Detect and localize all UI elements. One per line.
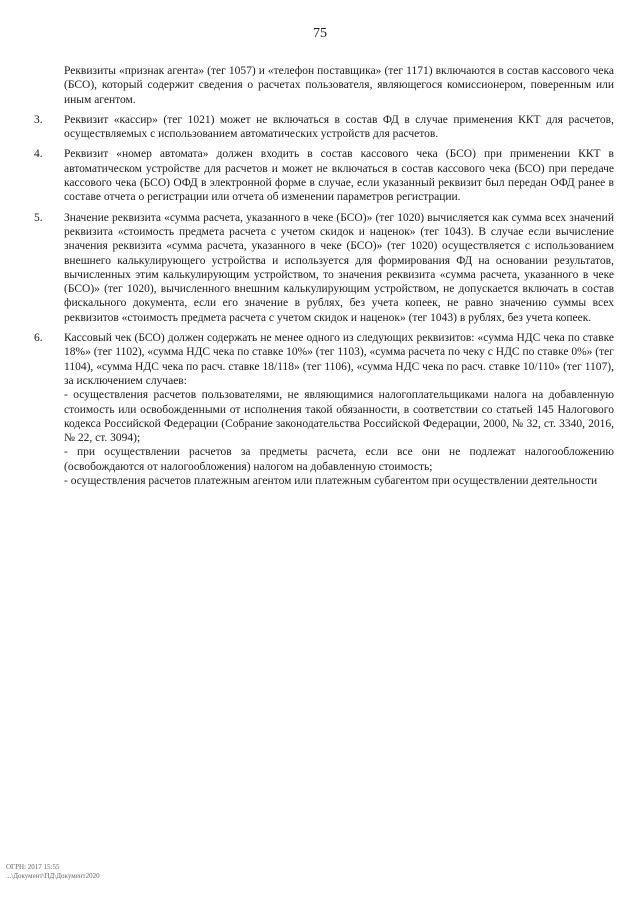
item-number: 6.	[34, 332, 43, 345]
exception-item: - при осуществлении расчетов за предметы расчета, если все они не подлежат налогообложению (освобождаются от налогообложения) налогом на добавленную стоимость;	[64, 446, 614, 473]
paragraph-item	[34, 113, 614, 142]
item-text: Реквизит «номер автомата» должен входить в состав кассового чека (БСО) при применении ККТ в автоматическом устройстве для расчетов и может не включаться в состав кассового чека (БСО) при передаче кассового чека (БСО) ОФД в электронной форме в случае, если указанный реквизит был передан ОФД ранее в составе отчета о регистрации или отчета об изменении параметров регистрации.	[64, 148, 614, 204]
exception-item: - осуществления расчетов платежным агентом или платежным субагентом при осуществлении деятельности	[64, 475, 598, 488]
item-text: Реквизит «кассир» (тег 1021) может не включаться в состав ФД в случае применения ККТ для расчетов, осуществляемых с использованием автоматических устройств для расчетов.	[64, 113, 614, 141]
paragraph-item	[34, 211, 614, 325]
item-number: 4.	[34, 148, 43, 161]
paragraph-item	[34, 331, 614, 488]
paragraph-item	[34, 64, 614, 107]
document-body	[34, 64, 614, 494]
item-text: Реквизиты «признак агента» (тег 1057) и «телефон поставщика» (тег 1171) включаются в состав кассового чека (БСО), который содержит сведения о расчетах пользователя, являющегося комиссионером, поверенным или иным агентом.	[64, 65, 614, 106]
item-text: Значение реквизита «сумма расчета, указанного в чеке (БСО)» (тег 1020) вычисляется как сумма всех значений реквизита «стоимость предмета расчета с учетом скидок и наценок» (тег 1043). В случае если вычисление значения реквизита «сумма расчета, указанного в чеке (БСО)» (тег 1020) осуществляется с использованием внешнего калькулирующего устройства и используется для формирования ФД на основании результатов, вычисленных этим калькулирующим устройством, то значения реквизита «сумма расчета, указанного в чеке (БСО)» (тег 1020), вычисленного внешним калькулирующим устройством, не допускается включать в состав фискального документа, если его значение в рублях, без учета копеек, не равно значению суммы всех реквизитов «стоимость предмета расчета с учетом скидок и наценок» (тег 1043) в рублях, без учета копеек.	[64, 211, 614, 324]
item-number	[34, 64, 64, 107]
page-number: 75	[313, 26, 327, 41]
paragraph-item	[34, 147, 614, 204]
margin-note: ОГРН: 2017 15:55 ...\Документ\ПД\Документ2020	[6, 863, 100, 880]
exception-item: - осуществления расчетов пользователями, не являющимися налогоплательщиками налога на добавленную стоимость или освобожденными от исполнения такой обязанности, в соответствии со статьей 145 Налогового кодекса Российской Федерации (Собрание законодательства Российской Федерации, 2000, № 32, ст. 3340, 2016, № 22, ст. 3094);	[64, 389, 614, 445]
item-text: Кассовый чек (БСО) должен содержать не менее одного из следующих реквизитов: «сумма НДС чека по ставке 18%» (тег 1102), «сумма НДС чека по ставке 10%» (тег 1103), «сумма расчета по чеку с НДС по ставке 0%» (тег 1104), «сумма НДС чека по расч. ставке 18/118» (тег 1106), «сумма НДС чека по расч. ставке 10/110» (тег 1107), за исключением случаев:	[64, 332, 614, 387]
item-number: 5.	[34, 211, 43, 224]
item-number: 3.	[34, 113, 43, 126]
